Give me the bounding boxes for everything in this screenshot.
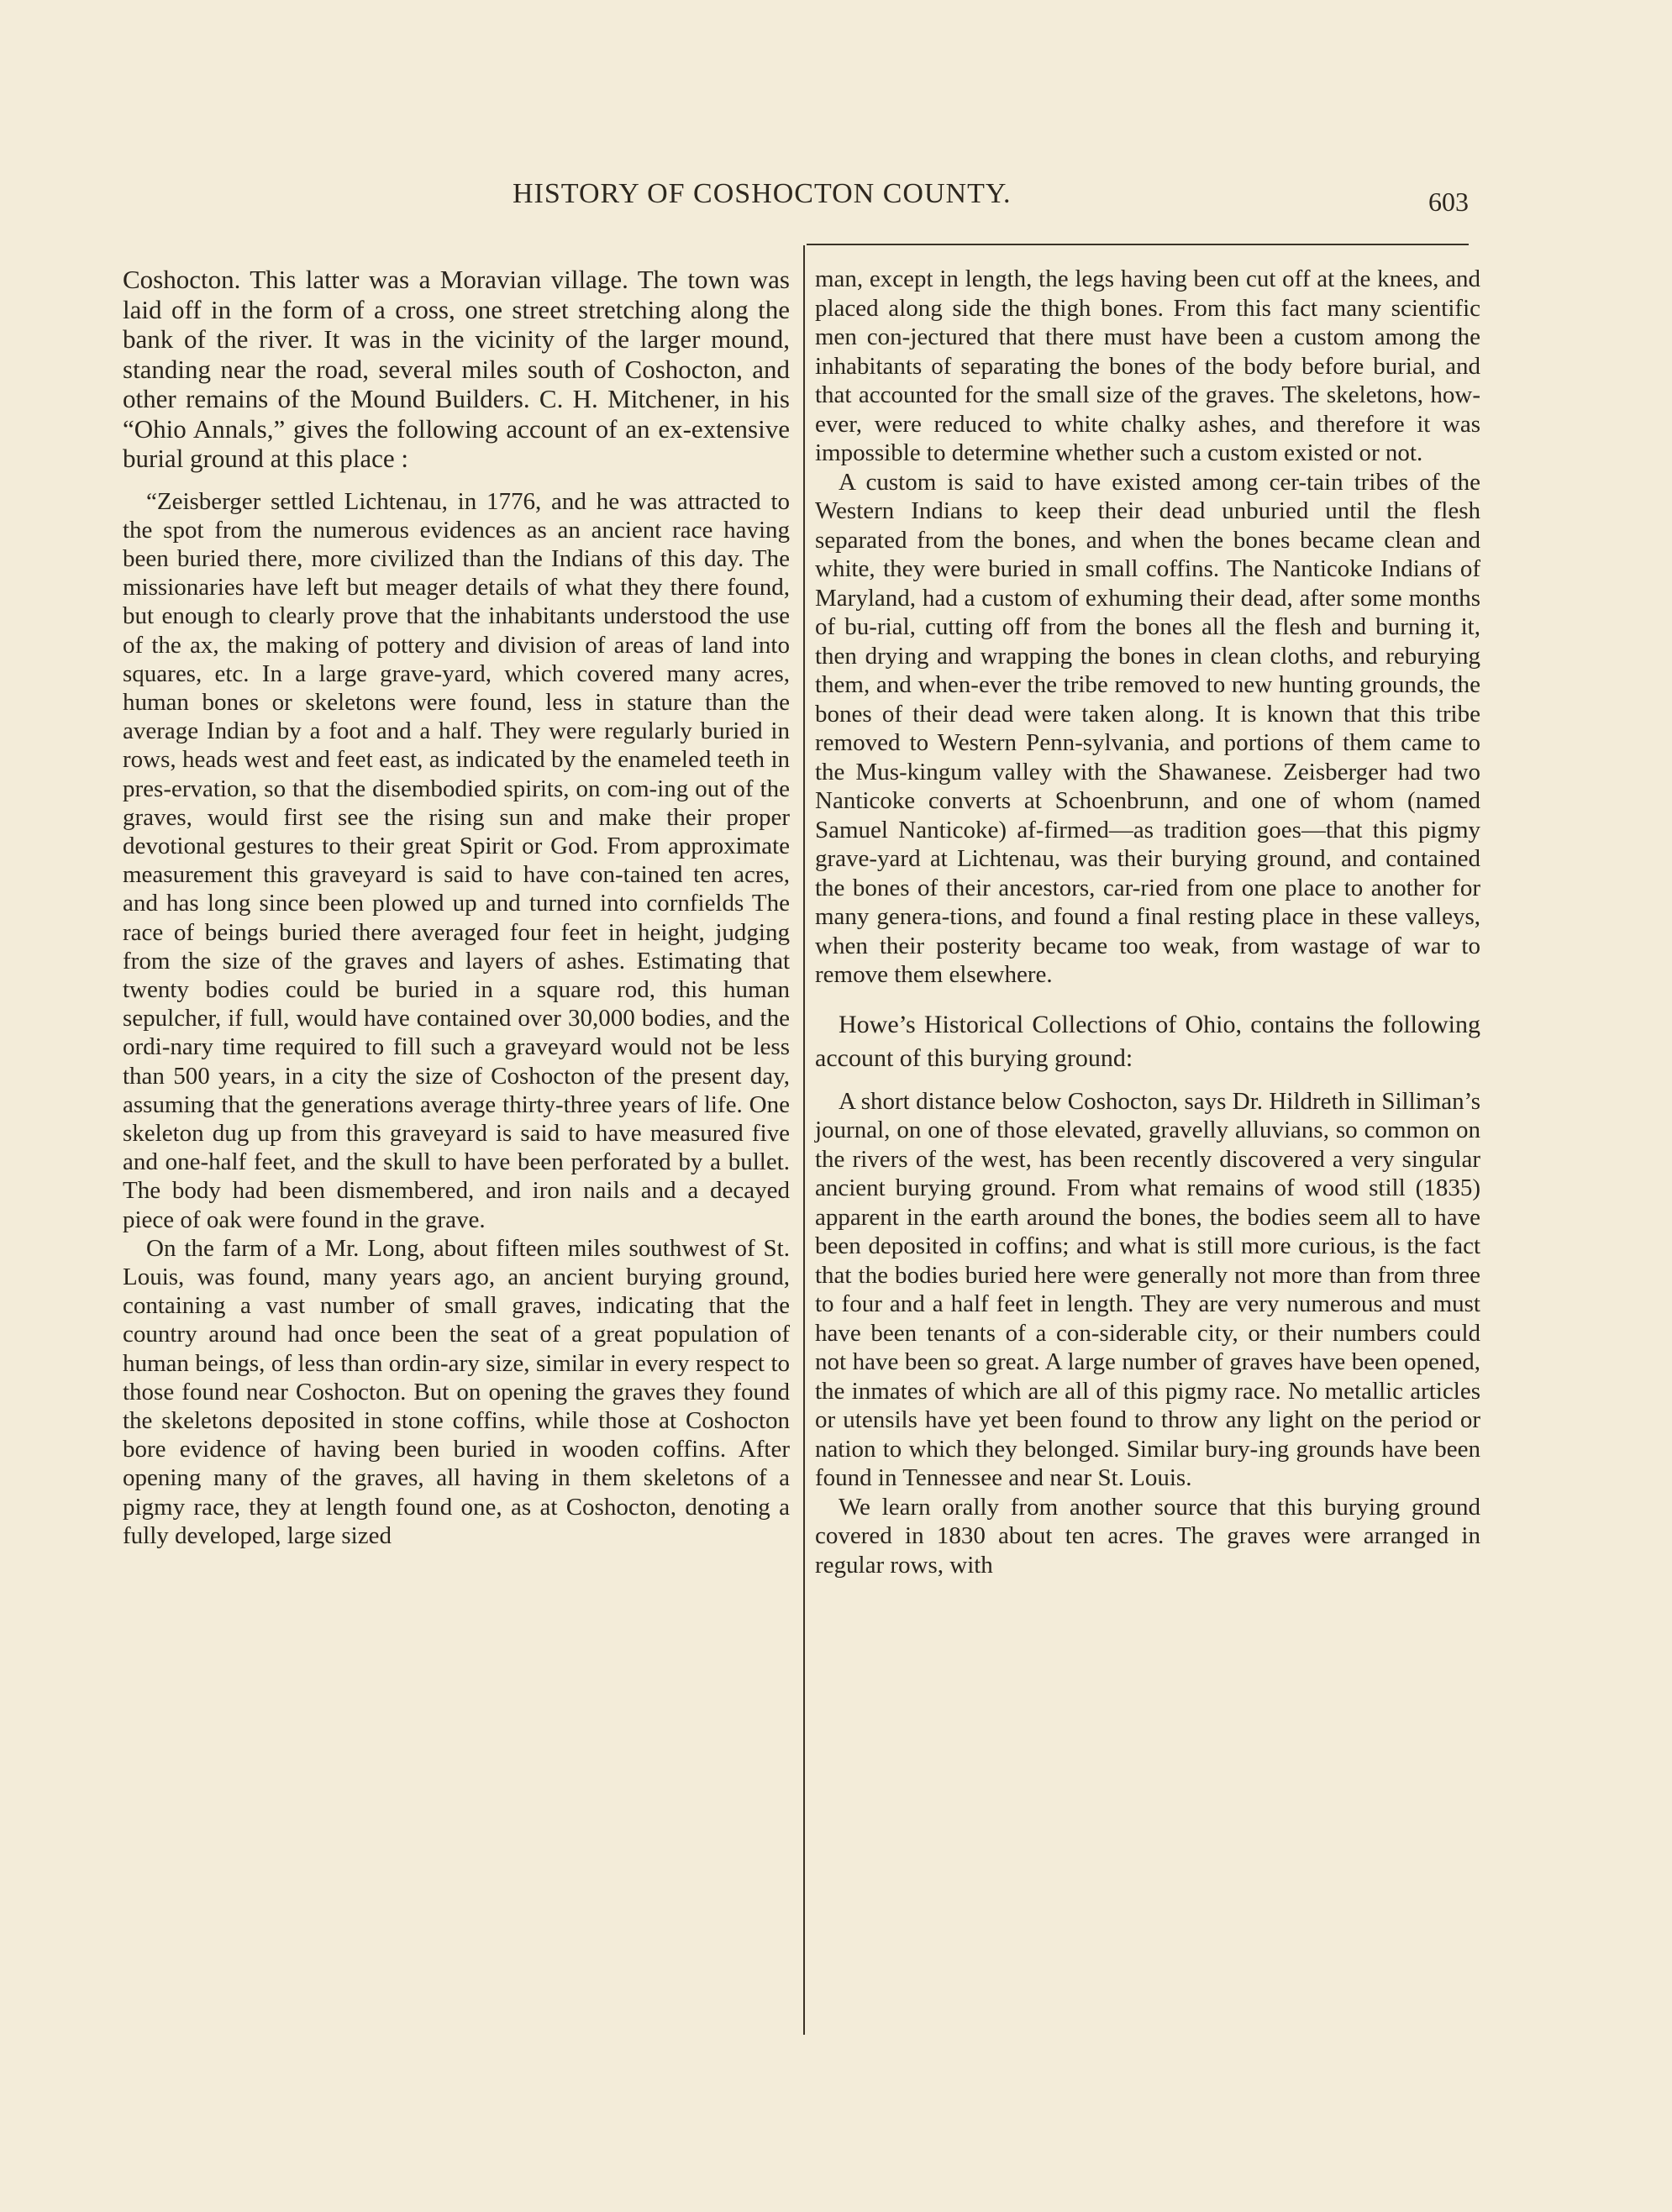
paragraph: A custom is said to have existed among cer-tain tribes of the Western Indians to keep their dead unburied until the flesh separated from the bones, and when the bones became clean and white, they were buried in small coffins. The Nanticoke Indians of Maryland, had a custom of exhuming their dead, after some months of bu-rial, cutting off from the bones all the flesh and burning it, then drying and wrapping the bones in clean cloths, and reburying them, and when-ever the tribe removed to new hunting grounds, the bones of their dead were taken along. It is known that this tribe removed to Western Penn-sylvania, and portions of them came to the Mus-kingum valley with the Shawanese. Zeisberger had two Nanticoke converts at Schoenbrunn, and one of whom (named Samuel Nanticoke) af-firmed—as tradition goes—that this pigmy grave-yard at Lichtenau, was their burying ground, and contained the bones of their ancestors, car-ried from one place to another for many genera-tions, and found a final resting place in these valleys, when their posterity became too weak, from wastage of war to remove them elsewhere. xyxy=(815,468,1480,988)
right-column xyxy=(815,265,1480,1579)
left-column xyxy=(123,265,790,1550)
paragraph: man, except in length, the legs having been cut off at the knees, and placed along side the thigh bones. From this fact many scientific men con-jectured that there must have been a custom among the inhabitants of separating the bones of the body before burial, and that accounted for the small size of the graves. The skeletons, how-ever, were reduced to white chalky ashes, and therefore it was impossible to determine whether such a custom existed or not. xyxy=(815,265,1480,466)
paragraph: A short distance below Coshocton, says Dr. Hildreth in Silliman’s journal, on one of those elevated, gravelly alluvians, so common on the rivers of the west, has been recently discovered a very singular ancient burying ground. From what remains of wood still (1835) apparent in the earth around the bones, the bodies seem all to have been deposited in coffins; and what is still more curious, is the fact that the bodies buried here were generally not more than from three to four and a half feet in length. They are very numerous and must have been tenants of a con-siderable city, or their numbers could not have been so great. A large number of graves have been opened, the inmates of which are all of this pigmy race. No metallic articles or utensils have yet been found to throw any light on the period or nation to which they belonged. Similar bury-ing grounds have been found in Tennessee and near St. Louis. xyxy=(815,1087,1480,1491)
column-divider xyxy=(803,245,805,2035)
paragraph: Howe’s Historical Collections of Ohio, contains the following account of this burying ground: xyxy=(815,1010,1480,1072)
header-rule xyxy=(807,244,1469,245)
page-number: 603 xyxy=(1428,187,1469,217)
paragraph: “Zeisberger settled Lichtenau, in 1776, and he was attracted to the spot from the numerous evidences as an ancient race having been buried there, more civilized than the Indians of this day. The missionaries have left but meager details of what they there found, but enough to clearly prove that the inhabitants understood the use of the ax, the making of pottery and division of areas of land into squares, etc. In a large grave-yard, which covered many acres, human bones or skeletons were found, less in stature than the average Indian by a foot and a half. They were regularly buried in rows, heads west and feet east, as indicated by the enameled teeth in pres-ervation, so that the disembodied spirits, on com-ing out of the graves, would first see the rising sun and make their proper devotional gestures to their great Spirit or God. From approximate measurement this graveyard is said to have con-tained ten acres, and has long since been plowed up and turned into cornfields The race of beings buried there averaged four feet in height, judging from the size of the graves and layers of ashes. Estimating that twenty bodies could be buried in a square rod, this human sepulcher, if full, would have contained over 30,000 bodies, and the ordi-nary time required to fill such a graveyard would not be less than 500 years, in a city the size of Coshocton of the present day, assuming that the generations average thirty-three years of life. One skeleton dug up from this graveyard is said to have measured five and one-half feet, and the skull to have been perforated by a bullet. The body had been dismembered, and iron nails and a decayed piece of oak were found in the grave. xyxy=(123,487,790,1233)
running-title: HISTORY OF COSHOCTON COUNTY. xyxy=(513,178,1012,209)
paragraph: We learn orally from another source that this burying ground covered in 1830 about ten acres. The graves were arranged in regular rows, with xyxy=(815,1493,1480,1579)
paragraph: On the farm of a Mr. Long, about fifteen miles southwest of St. Louis, was found, many years ago, an ancient burying ground, containing a vast number of small graves, indicating that the country around had once been the seat of a great population of human beings, of less than ordin-ary size, similar in every respect to those found near Coshocton. But on opening the graves they found the skeletons deposited in stone coffins, while those at Coshocton bore evidence of having been buried in wooden coffins. After opening many of the graves, all having in them skeletons of a pigmy race, they at length found one, as at Coshocton, denoting a fully developed, large sized xyxy=(123,1234,790,1549)
paragraph: Coshocton. This latter was a Moravian village. The town was laid off in the form of a cross, one street stretching along the bank of the river. It was in the vicinity of the larger mound, standing near the road, several miles south of Coshocton, and other remains of the Mound Builders. C. H. Mitchener, in his “Ohio Annals,” gives the following account of an ex-extensive burial ground at this place : xyxy=(123,265,790,473)
